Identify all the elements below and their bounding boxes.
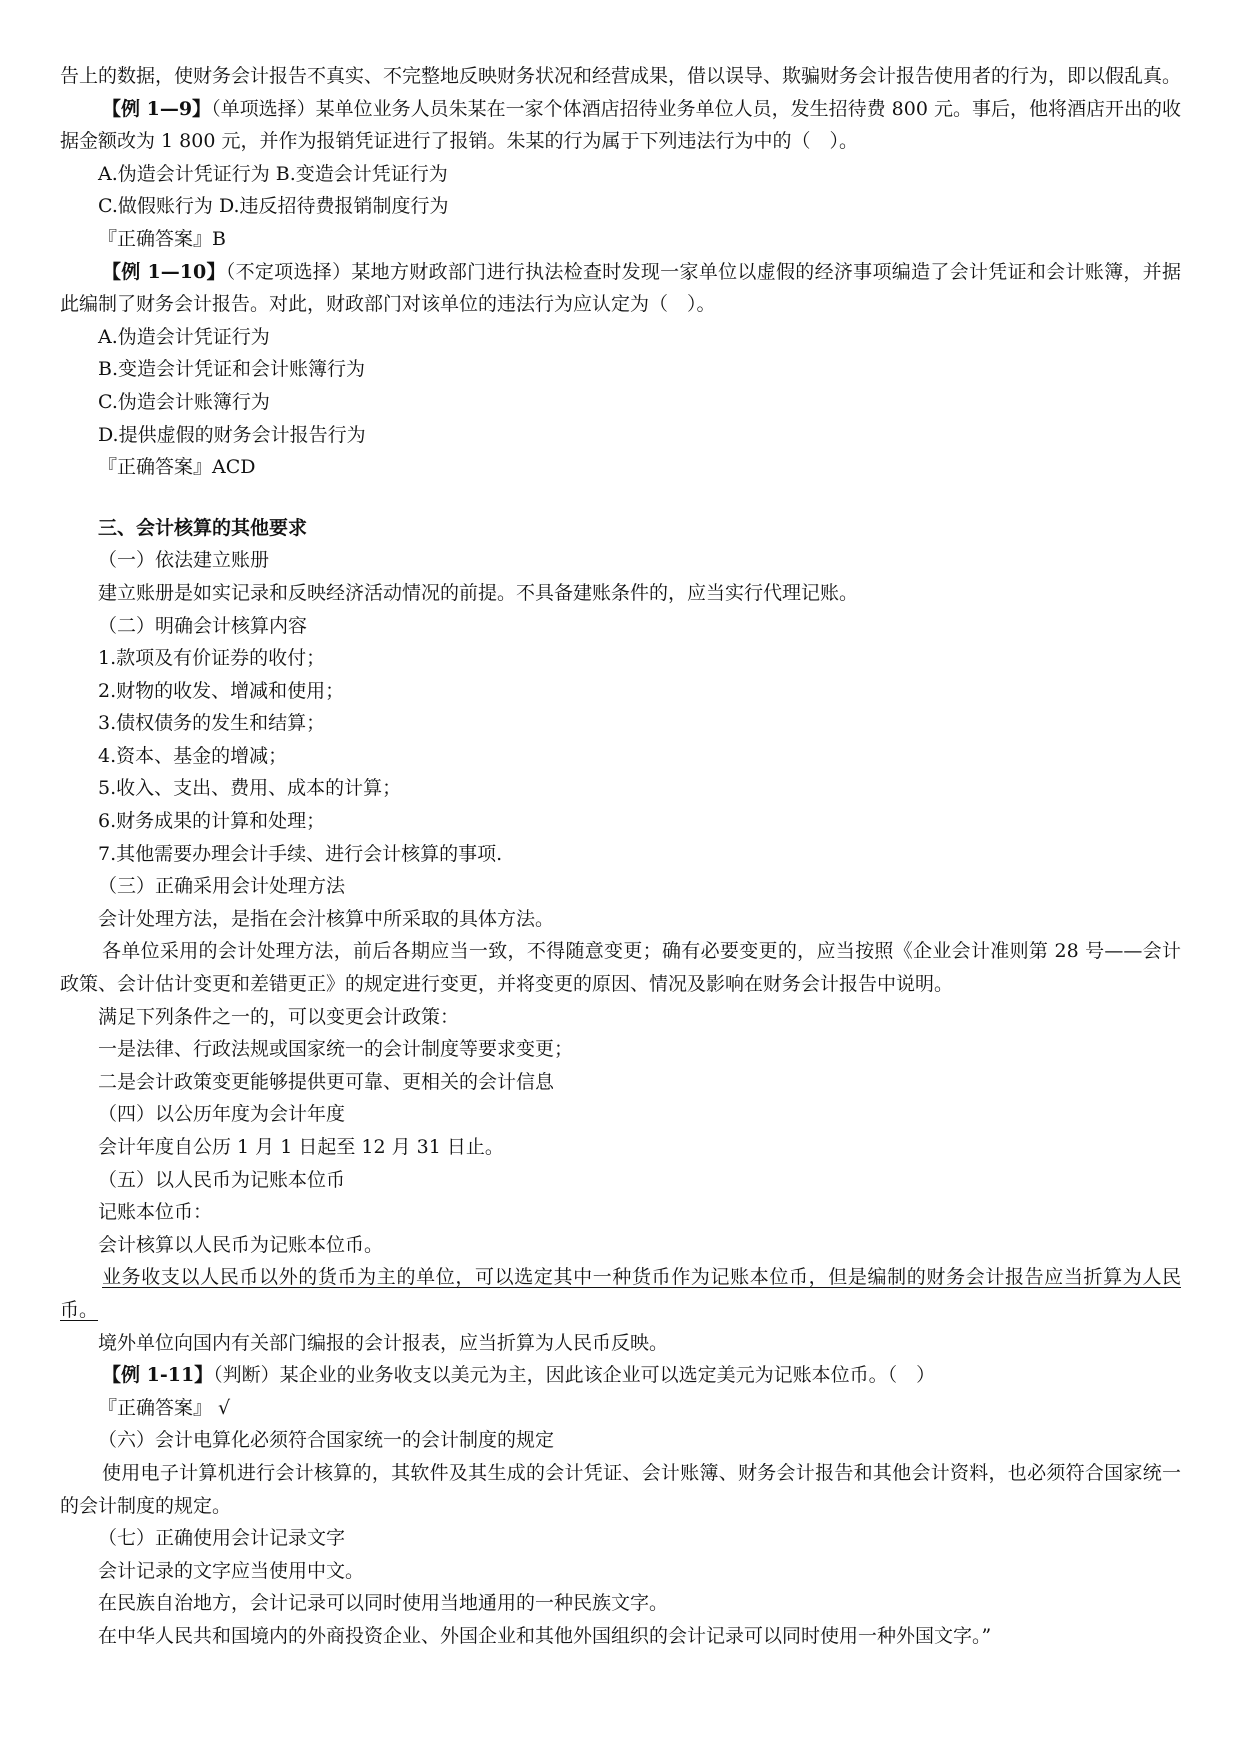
answer: 『正确答案』ACD — [98, 456, 256, 479]
body-text: 会计核算以人民币为记账本位币。 — [98, 1233, 384, 1256]
spacer — [60, 484, 1181, 512]
body-text: 一是法律、行政法规或国家统一的会计制度等要求变更； — [98, 1038, 574, 1061]
subsection-heading: （一）依法建立账册 — [98, 549, 270, 572]
subsection-heading: （二）明确会计核算内容 — [98, 614, 308, 637]
option-b: B.变造会计凭证和会计账簿行为 — [98, 358, 366, 381]
answer: 『正确答案』 √ — [98, 1396, 231, 1419]
subsection-heading: （六）会计电算化必须符合国家统一的会计制度的规定 — [98, 1429, 555, 1452]
body-text: 建立账册是如实记录和反映经济活动情况的前提。不具备建账条件的，应当实行代理记账。 — [98, 581, 859, 604]
example-1-9-question — [60, 93, 1181, 158]
body-text: 会计处理方法，是指在会汁核算中所采取的具体方法。 — [98, 907, 555, 930]
example-text: （单项选择）某单位业务人员朱某在一家个体酒店招待业务单位人员，发生招待费 800 元。事后，他将酒店开出的收据金额改为 1 800 元，并作为报销凭证进行了报销。朱某的行为属于下列违法行为中的（ ）。 — [60, 97, 1181, 153]
answer: 『正确答案』B — [98, 227, 226, 250]
option-a: A.伪造会计凭证行为 — [98, 325, 270, 348]
list-item: 2.财物的收发、增减和使用； — [98, 679, 345, 702]
body-text: 在民族自治地方，会计记录可以同时使用当地通用的一种民族文字。 — [98, 1592, 669, 1615]
subsection-heading: （七）正确使用会计记录文字 — [98, 1527, 346, 1550]
example-text: （判断）某企业的业务收支以美元为主，因此该企业可以选定美元为记账本位币。（ ） — [213, 1364, 936, 1387]
example-tag: 【例 1-11】 — [102, 1364, 214, 1387]
subsection-heading: （五）以人民币为记账本位币 — [98, 1168, 346, 1191]
example-tag: 【例 1—9】 — [102, 97, 212, 120]
body-text: 会计记录的文字应当使用中文。 — [98, 1559, 365, 1582]
body-text: 记账本位币： — [98, 1201, 213, 1224]
body-text: 会计年度自公历 1 月 1 日起至 12 月 31 日止。 — [98, 1136, 504, 1158]
list-item: 6.财务成果的计算和处理； — [98, 810, 326, 833]
body-paragraph: 使用电子计算机进行会计核算的，其软件及其生成的会计凭证、会计账簿、财务会计报告和其他会计资料，也必须符合国家统一的会计制度的规定。 — [60, 1461, 1181, 1517]
option-d: D.提供虚假的财务会计报告行为 — [98, 423, 366, 446]
list-item: 4.资本、基金的增减； — [98, 744, 288, 767]
example-text: （不定项选择）某地方财政部门进行执法检查时发现一家单位以虚假的经济事项编造了会计凭证和会计账簿，并据此编制了财务会计报告。对此，财政部门对该单位的违法行为应认定为（ ）。 — [60, 260, 1181, 316]
example-tag: 【例 1—10】 — [102, 260, 226, 283]
body-text: 境外单位向国内有关部门编报的会计报表，应当折算为人民币反映。 — [98, 1331, 669, 1354]
list-item: 1.款项及有价证券的收付； — [98, 647, 326, 670]
body-paragraph: 各单位采用的会计处理方法，前后各期应当一致，不得随意变更；确有必要变更的，应当按照《企业会计准则第 28 号——会计政策、会计估计变更和差错更正》的规定进行变更，并将变更的原因、情况及影响在财务会计报告中说明。 — [60, 940, 1181, 996]
subsection-heading: （三）正确采用会计处理方法 — [98, 875, 346, 898]
paragraph-continued: 告上的数据，使财务会计报告不真实、不完整地反映财务状况和经营成果，借以误导、欺骗财务会计报告使用者的行为，即以假乱真。 — [60, 65, 1182, 87]
section-heading: 三、会计核算的其他要求 — [98, 516, 308, 539]
option-cd: C.做假账行为 D.违反招待费报销制度行为 — [98, 195, 449, 218]
underlined-paragraph: 业务收支以人民币以外的货币为主的单位，可以选定其中一种货币作为记账本位币，但是编制的财务会计报告应当折算为人民币。 — [60, 1266, 1181, 1321]
option-c: C.伪造会计账簿行为 — [98, 390, 270, 413]
body-text: 二是会计政策变更能够提供更可靠、更相关的会计信息 — [98, 1070, 555, 1093]
list-item: 5.收入、支出、费用、成本的计算； — [98, 777, 402, 800]
subsection-heading: （四）以公历年度为会计年度 — [98, 1103, 346, 1126]
list-item: 3.债权债务的发生和结算； — [98, 712, 326, 735]
example-1-11-question — [60, 1359, 1181, 1392]
body-text: 满足下列条件之一的，可以变更会计政策： — [98, 1005, 460, 1028]
list-item: 7.其他需要办理会计手续、进行会计核算的事项. — [98, 842, 503, 865]
example-1-10-question — [60, 256, 1181, 321]
body-text: 在中华人民共和国境内的外商投资企业、外国企业和其他外国组织的会计记录可以同时使用一种外国文字。” — [98, 1624, 992, 1647]
option-ab: A.伪造会计凭证行为 B.变造会计凭证行为 — [98, 162, 448, 185]
